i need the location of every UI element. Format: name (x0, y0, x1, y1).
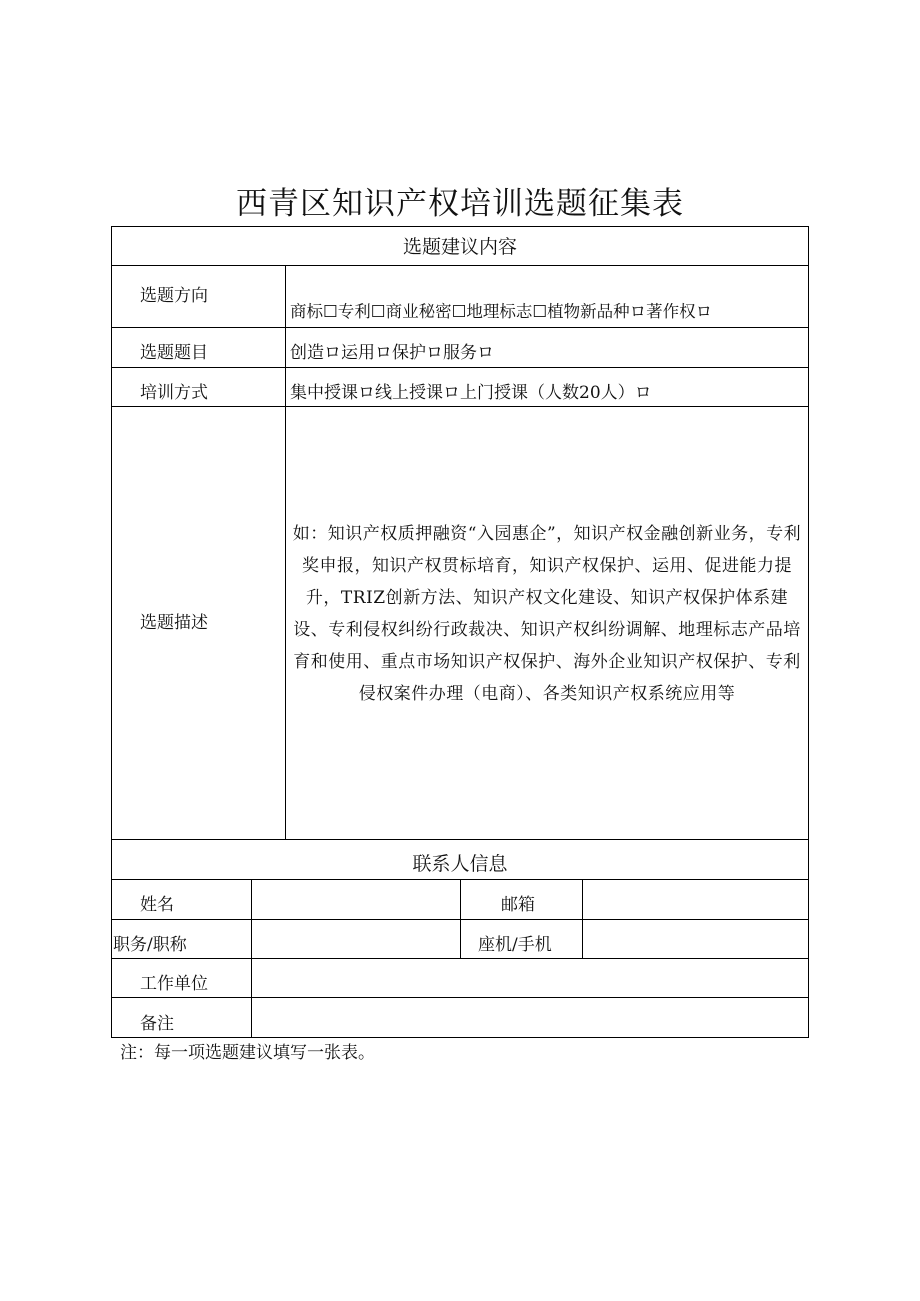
footnote: 注：每一项选题建议填写一张表。 (120, 1043, 375, 1063)
row-divider (111, 327, 809, 328)
section-heading-topic: 选题建议内容 (402, 236, 517, 258)
row-divider (111, 406, 809, 407)
name-field[interactable] (256, 894, 456, 916)
topic-label: 选题题目 (140, 343, 208, 363)
table-border-right (808, 226, 809, 1038)
email-field[interactable] (588, 894, 803, 916)
section-heading-contact: 联系人信息 (412, 853, 508, 875)
topic-options[interactable]: 创造ロ运用ロ保护ロ服务ロ (290, 343, 494, 363)
description-label: 选题描述 (140, 613, 208, 633)
column-divider (460, 879, 461, 959)
column-divider (582, 879, 583, 959)
table-border-bottom (111, 1037, 809, 1038)
organization-label: 工作单位 (140, 974, 208, 994)
row-divider (111, 839, 809, 840)
table-border-top (111, 226, 809, 227)
position-label: 职务/职称 (113, 935, 187, 955)
page-title: 西青区知识产权培训选题征集表 (236, 186, 684, 222)
method-options[interactable]: 集中授课ロ线上授课ロ上门授课（人数20人）ロ (290, 383, 652, 403)
method-label: 培训方式 (140, 383, 208, 403)
phone-field[interactable] (588, 934, 803, 956)
phone-label: 座机/手机 (478, 935, 552, 955)
remark-field[interactable] (256, 1012, 804, 1034)
position-field[interactable] (256, 934, 456, 956)
remark-label: 备注 (140, 1014, 174, 1034)
direction-label: 选题方向 (140, 286, 208, 306)
name-label: 姓名 (140, 895, 174, 915)
row-divider (111, 265, 809, 266)
direction-options[interactable]: 商标☐专利☐商业秘密☐地理标志☐植物新品种ロ著作权ロ (290, 302, 713, 321)
row-divider (111, 367, 809, 368)
column-divider (285, 265, 286, 840)
row-divider (111, 997, 809, 998)
column-divider (251, 879, 252, 1038)
description-text[interactable]: 如：知识产权质押融资“入园惠企”，知识产权金融创新业务，专利奖申报，知识产权贯标培育，知识产权保护、运用、促进能力提升，TRIZ创新方法、知识产权文化建设、知识产权保护体系建设、专利侵权纠纷行政裁决、知识产权纠纷调解、地理标志产品培育和使用、重点市场知识产权保护、海外企业知识产权保护、专利侵权案件办理（电商）、各类知识产权系统应用等 (292, 524, 802, 704)
organization-field[interactable] (256, 973, 804, 995)
email-label: 邮箱 (501, 895, 535, 915)
table-border-left (111, 226, 112, 1038)
